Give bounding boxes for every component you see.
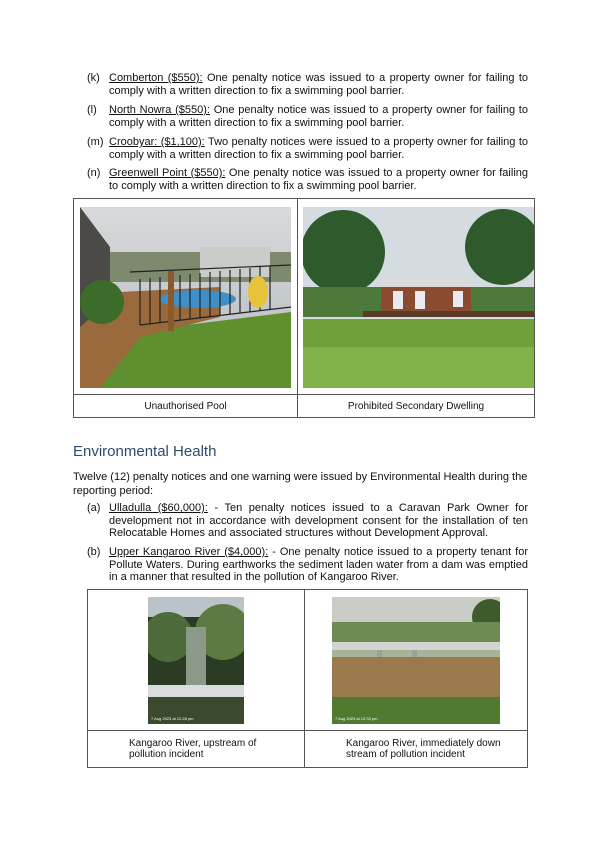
secondary-dwelling-photo bbox=[303, 207, 534, 388]
list-item-a bbox=[87, 502, 528, 540]
list-item-m bbox=[87, 136, 528, 161]
photo-cell-upstream bbox=[88, 590, 305, 731]
caption-unauthorised-pool: Unauthorised Pool bbox=[74, 395, 298, 418]
list-text: One penalty notice was issued to a property owner for failing to comply with a written direction to fix a swimming pool barrier. bbox=[109, 104, 528, 129]
list-item-b bbox=[87, 546, 528, 584]
location-amount: Croobyar: ($1,100): bbox=[109, 136, 205, 148]
list-label: (b) bbox=[87, 546, 101, 558]
caption-downstream: Kangaroo River, immediately down stream of pollution incident bbox=[305, 731, 528, 768]
unauthorised-pool-photo bbox=[80, 207, 291, 388]
caption-secondary-dwelling: Prohibited Secondary Dwelling bbox=[298, 395, 535, 418]
location-amount: Greenwell Point ($550): bbox=[109, 167, 226, 179]
caption-upstream: Kangaroo River, upstream of pollution incident bbox=[88, 731, 305, 768]
upstream-river-photo bbox=[148, 597, 244, 724]
photo-table-pool-dwelling bbox=[73, 198, 535, 418]
list-label: (a) bbox=[87, 502, 101, 514]
photo-timestamp: 7 Aug 2023 at 12:28 pm bbox=[151, 716, 194, 721]
list-text: Two penalty notices were issued to a property owner for failing to comply with a written direction to fix a swimming pool barrier. bbox=[109, 136, 529, 161]
list-label: (m) bbox=[87, 136, 104, 148]
list-label: (n) bbox=[87, 167, 101, 179]
list-label: (l) bbox=[87, 104, 97, 116]
section-title: Environmental Health bbox=[73, 443, 217, 460]
list-text: One penalty notice was issued to a property owner for failing to comply with a written direction to fix a swimming pool barrier. bbox=[109, 167, 528, 192]
list-label: (k) bbox=[87, 72, 100, 84]
photo-cell-dwelling bbox=[298, 199, 535, 395]
location-amount: Comberton ($550): bbox=[109, 72, 203, 84]
photo-table-kangaroo-river bbox=[87, 589, 528, 768]
list-item-k bbox=[87, 72, 528, 97]
photo-cell-downstream bbox=[305, 590, 528, 731]
list-text: - One penalty notice issued to a property tenant for Pollute Waters. During earthworks the sediment laden water from a dam was emptied in a manner that resulted in the pollution of Kangaroo River. bbox=[109, 546, 529, 583]
photo-timestamp: 7 Aug 2023 at 12:33 pm bbox=[335, 716, 378, 721]
list-text: - Ten penalty notices issued to a Caravan Park Owner for development not in accordance with development consent for the installation of ten Relocatable Homes and associated structures without Development Approval. bbox=[109, 502, 528, 539]
list-item-l bbox=[87, 104, 528, 129]
list-item-n bbox=[87, 167, 528, 192]
downstream-river-photo bbox=[332, 597, 500, 724]
location-amount: North Nowra ($550): bbox=[109, 104, 210, 116]
photo-cell-pool bbox=[74, 199, 298, 395]
location-amount: Upper Kangaroo River ($4,000): bbox=[109, 546, 269, 558]
location-amount: Ulladulla ($60,000): bbox=[109, 502, 208, 514]
section-intro: Twelve (12) penalty notices and one warning were issued by Environmental Health during the reporting period: bbox=[73, 471, 528, 497]
list-text: One penalty notice was issued to a property owner for failing to comply with a written direction to fix a swimming pool barrier. bbox=[109, 72, 528, 97]
